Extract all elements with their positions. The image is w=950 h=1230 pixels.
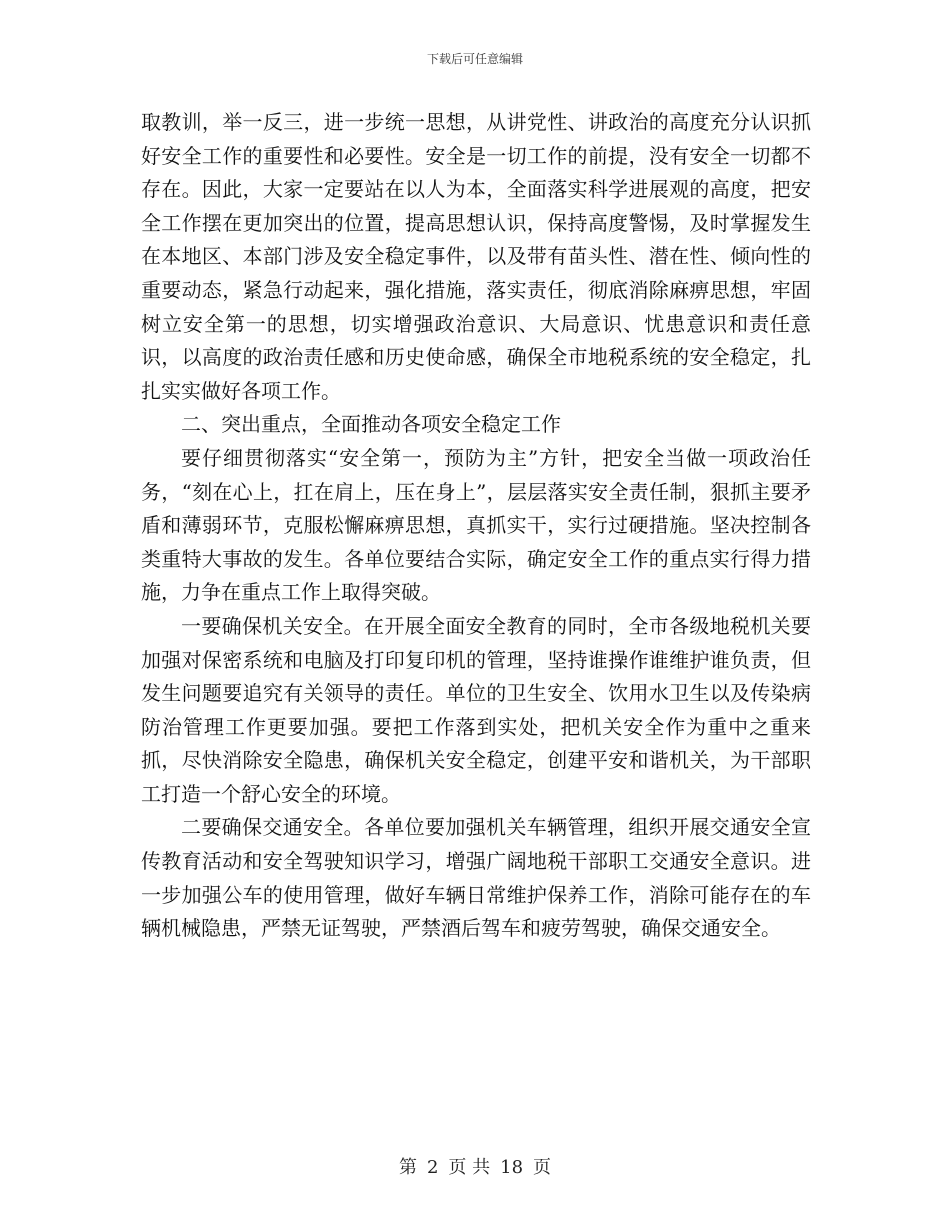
footer-prefix: 第 (398, 1157, 417, 1178)
paragraph-office-safety: 一要确保机关安全。在开展全面安全教育的同时，全市各级地税机关要加强对保密系统和电脑及打印复印机的管理，坚持谁操作谁维护谁负责，但发生问题要追究有关领导的责任。单位的卫生安全、饮用水卫生以及传染病防治管理工作更要加强。要把工作落到实处，把机关安全作为重中之重来抓，尽快消除安全隐患，确保机关安全稳定，创建平安和谐机关，为干部职工打造一个舒心安全的环境。 (141, 613, 811, 806)
section-heading: 二、突出重点，全面推动各项安全稳定工作 (181, 412, 561, 437)
footer-middle: 页 共 (448, 1157, 491, 1178)
paragraph-continuation: 取教训，举一反三，进一步统一思想，从讲党性、讲政治的高度充分认识抓好安全工作的重要性和必要性。安全是一切工作的前提，没有安全一切都不存在。因此，大家一定要站在以人为本，全面落实科学进展观的高度，把安全工作摆在更加突出的位置，提高思想认识，保持高度警惕，及时掌握发生在本地区、本部门涉及安全稳定事件，以及带有苗头性、潜在性、倾向性的重要动态，紧急行动起来，强化措施，落实责任，彻底消除麻痹思想，牢固树立安全第一的思想，切实增强政治意识、大局意识、忧患意识和责任意识，以高度的政治责任感和历史使命感，确保全市地税系统的安全稳定，扎扎实实做好各项工作。 (141, 110, 811, 403)
footer-page-number: 2 (426, 1157, 439, 1178)
footer-total-pages: 18 (500, 1157, 524, 1178)
paragraph-policy: 要仔细贯彻落实“安全第一，预防为主”方针，把安全当做一项政治任务，“刻在心上，扛在肩上，压在身上”，层层落实安全责任制，狠抓主要矛盾和薄弱环节，克服松懈麻痹思想，真抓实干，实行过硬措施。坚决控制各类重特大事故的发生。各单位要结合实际，确定安全工作的重点实行得力措施，力争在重点工作上取得突破。 (141, 445, 811, 605)
page-footer (0, 1153, 950, 1179)
document-body (141, 106, 811, 946)
paragraph-traffic-safety: 二要确保交通安全。各单位要加强机关车辆管理，组织开展交通安全宣传教育活动和安全驾驶知识学习，增强广阔地税干部职工交通安全意识。进一步加强公车的使用管理，做好车辆日常维护保养工作，消除可能存在的车辆机械隐患，严禁无证驾驶，严禁酒后驾车和疲劳驾驶，确保交通安全。 (141, 815, 811, 941)
page-header: 下载后可任意编辑 (426, 52, 523, 66)
footer-suffix: 页 (533, 1157, 552, 1178)
